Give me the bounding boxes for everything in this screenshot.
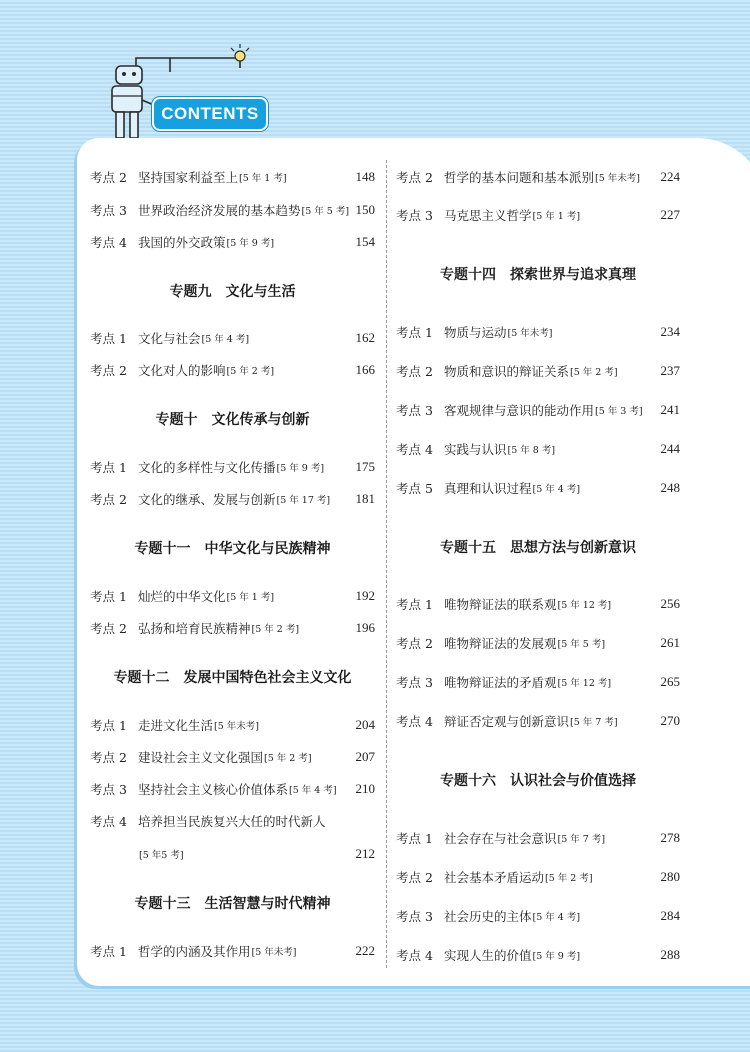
kaodian-label: 考点 3 (396, 403, 433, 418)
toc-entry[interactable] (90, 778, 375, 800)
exam-frequency: [5 年 12 考] (557, 678, 612, 689)
toc-entry[interactable] (90, 456, 375, 478)
topic-number: 专题十一 (134, 541, 191, 557)
exam-frequency: [5 年 4 考] (201, 334, 250, 345)
page-number: 284 (660, 908, 680, 923)
toc-entry[interactable] (396, 671, 680, 693)
page-number: 154 (355, 234, 375, 249)
toc-entry[interactable] (396, 710, 680, 732)
topic-number: 专题十三 (134, 896, 191, 912)
entry-title: 文化与社会 (138, 331, 201, 346)
topic-heading[interactable] (396, 262, 680, 286)
kaodian-label: 考点 1 (90, 460, 127, 475)
page-number: 237 (660, 363, 680, 378)
page-number: 256 (660, 596, 680, 611)
entry-title: 培养担当民族复兴大任的时代新人 (138, 814, 326, 829)
entry-title: 世界政治经济发展的基本趋势 (138, 203, 301, 218)
toc-entry[interactable] (396, 399, 680, 421)
page-number: 244 (660, 441, 680, 456)
toc-entry[interactable] (90, 810, 375, 832)
entry-title: 文化的继承、发展与创新 (138, 492, 276, 507)
page-number: 278 (660, 830, 680, 845)
kaodian-label: 考点 4 (396, 948, 433, 963)
page-number: 166 (355, 362, 375, 377)
entry-title: 哲学的基本问题和基本派别 (444, 170, 595, 185)
page-number: 241 (660, 402, 680, 417)
kaodian-label: 考点 1 (90, 331, 127, 346)
entry-title: 文化的多样性与文化传播 (138, 460, 276, 475)
topic-name: 认识社会与价值选择 (510, 773, 636, 789)
topic-number: 专题十六 (440, 773, 496, 789)
kaodian-label: 考点 3 (90, 203, 127, 218)
entry-title: 灿烂的中华文化 (138, 589, 226, 604)
kaodian-label: 考点 2 (396, 364, 433, 379)
toc-entry[interactable] (90, 166, 375, 188)
kaodian-label: 考点 1 (90, 944, 127, 959)
topic-name: 中华文化与民族精神 (204, 541, 331, 557)
topic-heading[interactable] (396, 768, 680, 792)
page-number: 280 (660, 869, 680, 884)
kaodian-label: 考点 1 (396, 597, 433, 612)
entry-title: 弘扬和培育民族精神 (138, 621, 251, 636)
topic-heading[interactable] (396, 535, 680, 559)
topic-number: 专题十五 (440, 540, 496, 556)
kaodian-label: 考点 5 (396, 481, 433, 496)
entry-title: 唯物辩证法的联系观 (444, 597, 557, 612)
exam-frequency: [5 年 4 考] (289, 785, 337, 796)
toc-entry[interactable] (396, 321, 680, 343)
toc-entry[interactable] (90, 488, 375, 510)
toc-entry[interactable] (90, 746, 375, 768)
entry-title: 坚持社会主义核心价值体系 (138, 782, 289, 797)
entry-title: 客观规律与意识的能动作用 (444, 403, 595, 418)
exam-frequency: [5 年未考] (251, 947, 297, 958)
exam-frequency: [5 年 1 考] (532, 211, 581, 222)
toc-entry[interactable] (90, 585, 375, 607)
toc-entry[interactable] (396, 593, 680, 615)
entry-title: 物质与运动 (444, 325, 507, 340)
page-number: 204 (355, 717, 375, 732)
kaodian-label: 考点 1 (396, 831, 433, 846)
kaodian-label: 考点 2 (90, 492, 127, 507)
kaodian-label: 考点 2 (396, 170, 433, 185)
toc-entry[interactable] (90, 199, 375, 221)
topic-name: 发展中国特色社会主义文化 (183, 670, 352, 686)
toc-entry[interactable] (90, 940, 375, 962)
toc-entry[interactable] (396, 632, 680, 654)
entry-title: 走进文化生活 (138, 718, 214, 733)
contents-badge: CONTENTS (152, 97, 268, 131)
page-header (0, 0, 750, 140)
kaodian-label: 考点 3 (396, 675, 433, 690)
entry-title: 建设社会主义文化强国 (138, 750, 264, 765)
kaodian-label: 考点 1 (396, 325, 433, 340)
entry-title: 物质和意识的辩证关系 (444, 364, 570, 379)
exam-frequency: [5 年 2 考] (226, 366, 275, 377)
entry-title: 马克思主义哲学 (444, 208, 532, 223)
robot-mascot-icon (0, 0, 750, 140)
exam-frequency: [5 年 9 考] (226, 238, 275, 249)
page-number: 270 (660, 713, 680, 728)
toc-entry[interactable] (90, 359, 375, 381)
toc-entry[interactable] (396, 905, 680, 927)
exam-frequency: [5 年 5 考] (301, 206, 350, 217)
exam-frequency: [5 年 2 考] (570, 367, 618, 378)
exam-frequency: [5 年 3 考] (595, 406, 643, 417)
entry-title: 唯物辩证法的发展观 (444, 636, 557, 651)
exam-frequency: [5 年未考] (214, 721, 259, 732)
toc-entry[interactable] (90, 231, 375, 253)
page-number: 175 (355, 459, 375, 474)
kaodian-label: 考点 1 (90, 718, 127, 733)
kaodian-label: 考点 4 (90, 235, 127, 250)
entry-title: 实践与认识 (444, 442, 507, 457)
topic-name: 探索世界与追求真理 (510, 267, 636, 283)
kaodian-label: 考点 4 (90, 814, 127, 829)
entry-title: 辩证否定观与创新意识 (444, 714, 570, 729)
kaodian-label: 考点 3 (396, 909, 433, 924)
entry-title: 哲学的内涵及其作用 (138, 944, 251, 959)
exam-frequency: [5 年 8 考] (507, 445, 556, 456)
entry-title: 社会基本矛盾运动 (444, 870, 545, 885)
exam-frequency: [5 年 2 考] (545, 873, 593, 884)
topic-name: 文化传承与创新 (211, 412, 310, 428)
exam-frequency: [5 年 2 考] (264, 753, 312, 764)
page-number: 234 (660, 324, 680, 339)
entry-title: 社会历史的主体 (444, 909, 532, 924)
entry-title: 坚持国家利益至上 (138, 170, 239, 185)
entry-title: 实现人生的价值 (444, 948, 532, 963)
topic-heading[interactable] (90, 536, 375, 560)
toc-entry[interactable] (396, 944, 680, 966)
column-divider (386, 160, 387, 968)
kaodian-label: 考点 2 (90, 621, 127, 636)
toc-entry[interactable] (396, 477, 680, 499)
kaodian-label: 考点 2 (90, 170, 127, 185)
exam-frequency: [5 年 4 考] (532, 912, 581, 923)
toc-entry[interactable] (90, 714, 375, 736)
entry-title: 唯物辩证法的矛盾观 (444, 675, 557, 690)
toc-entry-continuation[interactable] (90, 843, 375, 865)
page-number: 224 (660, 169, 680, 184)
exam-frequency: [5 年 7 考] (570, 717, 618, 728)
exam-frequency: [5 年 2 考] (251, 624, 300, 635)
exam-frequency: [5 年 12 考] (557, 600, 612, 611)
entry-title: 真理和认识过程 (444, 481, 532, 496)
topic-heading[interactable] (90, 279, 375, 303)
kaodian-label: 考点 2 (90, 363, 127, 378)
page-number: 162 (355, 330, 375, 345)
exam-frequency: [5 年 1 考] (239, 173, 287, 184)
toc-entry[interactable] (396, 166, 680, 188)
page-number: 207 (355, 749, 375, 764)
exam-frequency: [5 年 1 考] (226, 592, 275, 603)
toc-entry[interactable] (90, 617, 375, 639)
kaodian-label: 考点 4 (396, 442, 433, 457)
page-number: 181 (355, 491, 375, 506)
entry-title: 社会存在与社会意识 (444, 831, 557, 846)
kaodian-label: 考点 2 (396, 636, 433, 651)
topic-name: 生活智慧与时代精神 (204, 896, 331, 912)
page-number: 265 (660, 674, 680, 689)
exam-frequency: [5 年 17 考] (276, 495, 331, 506)
page-number: 210 (355, 781, 375, 796)
topic-heading[interactable] (90, 891, 375, 915)
page-number: 261 (660, 635, 680, 650)
exam-frequency: [5 年 4 考] (532, 484, 581, 495)
page-number: 288 (660, 947, 680, 962)
kaodian-label: 考点 4 (396, 714, 433, 729)
topic-number: 专题九 (169, 284, 212, 300)
exam-frequency: [5 年未考] (507, 328, 553, 339)
exam-frequency: [5 年 9 考] (276, 463, 325, 474)
kaodian-label: 考点 3 (90, 782, 127, 797)
page-number: 248 (660, 480, 680, 495)
kaodian-label: 考点 1 (90, 589, 127, 604)
entry-title: 我国的外交政策 (138, 235, 226, 250)
exam-frequency: [5 年 5 考] (557, 639, 606, 650)
exam-frequency: [5 年 9 考] (532, 951, 581, 962)
toc-entry[interactable] (90, 327, 375, 349)
toc-entry[interactable] (396, 204, 680, 226)
topic-number: 专题十二 (113, 670, 170, 686)
page-number: 222 (355, 943, 375, 958)
toc-entry[interactable] (396, 360, 680, 382)
topic-number: 专题十四 (440, 267, 496, 283)
page-number: 150 (355, 202, 375, 217)
page-number: 212 (355, 846, 375, 861)
page-number: 148 (355, 169, 375, 184)
toc-entry[interactable] (396, 438, 680, 460)
toc-entry[interactable] (396, 866, 680, 888)
topic-heading[interactable] (90, 665, 375, 689)
exam-frequency: [5 年未考] (595, 173, 640, 184)
kaodian-label: 考点 2 (396, 870, 433, 885)
page-number: 196 (355, 620, 375, 635)
topic-name: 思想方法与创新意识 (510, 540, 636, 556)
entry-title: 文化对人的影响 (138, 363, 226, 378)
page-number: 192 (355, 588, 375, 603)
topic-heading[interactable] (90, 407, 375, 431)
kaodian-label: 考点 2 (90, 750, 127, 765)
exam-frequency: [5 年 7 考] (557, 834, 606, 845)
page-number: 227 (660, 207, 680, 222)
topic-number: 专题十 (155, 412, 198, 428)
exam-frequency: [5 年5 考] (139, 850, 184, 861)
kaodian-label: 考点 3 (396, 208, 433, 223)
topic-name: 文化与生活 (225, 284, 296, 300)
toc-entry[interactable] (396, 827, 680, 849)
